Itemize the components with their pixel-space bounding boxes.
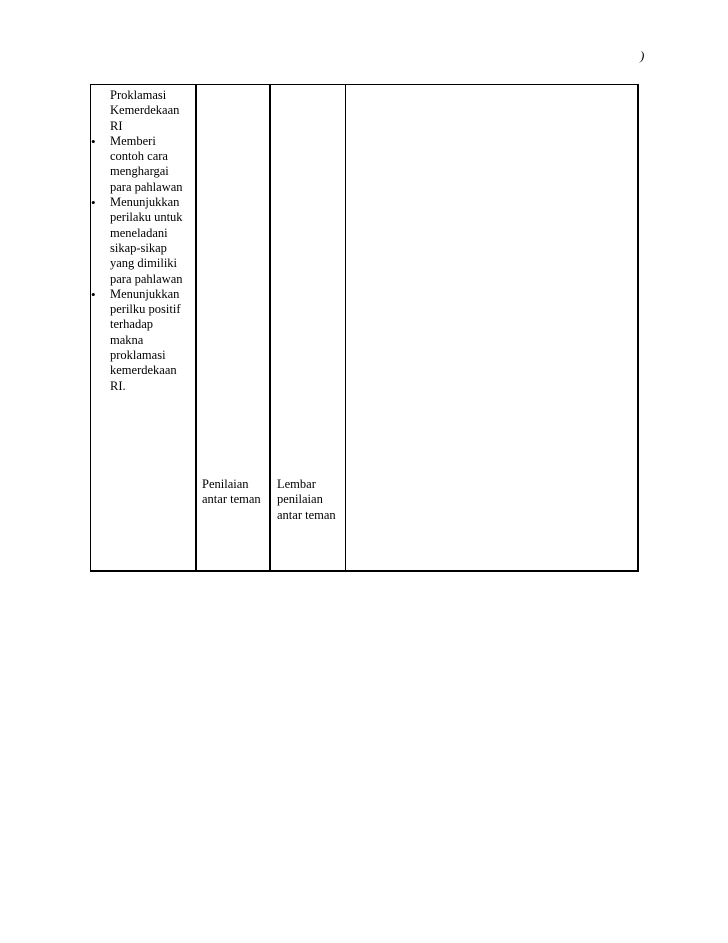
indicator-line: para pahlawan [110, 179, 183, 194]
instrument-line: antar teman [277, 507, 336, 522]
technique-line: Penilaian [202, 477, 249, 491]
assessment-technique-column [197, 85, 271, 570]
indicator-line: Menunjukkan [110, 195, 180, 210]
indicator-line: makna [110, 332, 144, 347]
instrument-line: Lembar [277, 477, 316, 491]
indicator-item [91, 286, 200, 394]
indicator-line: Memberi [110, 133, 156, 148]
intro-line: RI [110, 118, 123, 133]
instrument-line: penilaian [277, 492, 323, 507]
indicator-list [91, 88, 200, 394]
bullet-icon: • [91, 286, 96, 302]
indicator-line: menghargai [110, 164, 169, 179]
indicator-item [91, 133, 200, 195]
indicator-line: proklamasi [110, 348, 166, 363]
page-corner-mark: ) [640, 48, 645, 63]
indicator-line: meneladani [110, 225, 168, 240]
indicator-line: RI. [110, 378, 126, 393]
indicator-intro [110, 88, 200, 134]
indicator-line: yang dimiliki [110, 256, 178, 271]
indicator-line: sikap-sikap [110, 240, 167, 255]
assessment-technique-cell [202, 477, 272, 508]
lesson-plan-table [90, 84, 639, 572]
assessment-instrument-column [271, 85, 346, 570]
bullet-icon: • [91, 195, 96, 211]
bullet-icon: • [91, 133, 96, 149]
assessment-instrument-cell [277, 477, 347, 523]
intro-line: Kemerdekaan [110, 103, 180, 118]
indicator-line: para pahlawan [110, 271, 183, 286]
intro-line: Proklamasi [110, 88, 167, 102]
indicator-line: Menunjukkan [110, 286, 180, 301]
indicator-item [91, 195, 200, 287]
indicator-line: kemerdekaan [110, 363, 177, 378]
indicator-line: perilaku untuk [110, 210, 183, 225]
technique-line: antar teman [202, 492, 261, 507]
indicator-line: perilku positif [110, 302, 181, 317]
indicator-line: terhadap [110, 317, 154, 332]
example-instrument-column [346, 85, 637, 570]
indicator-line: contoh cara [110, 149, 168, 164]
indicators-column [91, 85, 197, 570]
